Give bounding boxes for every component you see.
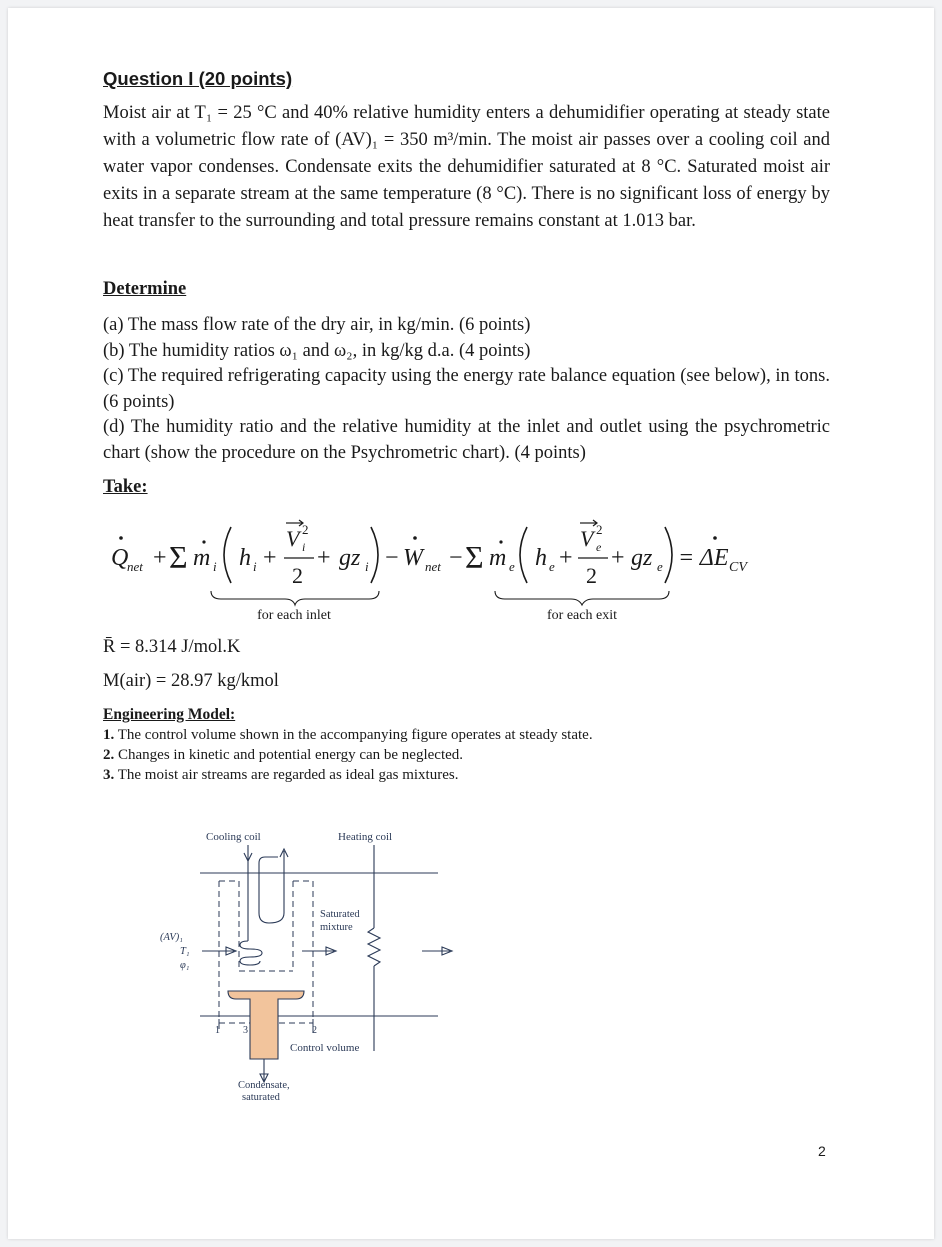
eq-plus-2: + [263,545,277,571]
eq-v-e-sub: e [596,540,602,554]
eq-rhs-sub: CV [729,560,747,575]
dot-mark [413,536,417,540]
determine-heading: Determine [103,279,187,299]
list-item-number: 1. [103,727,115,743]
label-cooling-coil: Cooling coil [206,831,261,843]
eq-mdot-i-sub: i [213,559,217,574]
label-mixture: mixture [320,922,353,933]
paren-left-2 [520,527,527,583]
underbrace-inlet [211,591,379,605]
eq-v-e: V [580,526,594,551]
list-item-text: Changes in kinetic and potential energy can be neglected. [118,747,464,763]
document-page [8,8,934,1239]
eq-mdot-e-sub: e [509,559,515,574]
list-item-text: The control volume shown in the accompanying figure operates at steady state. [117,727,593,743]
state-1-label: 1 [215,1025,220,1036]
eq-gz-i: gz [339,545,361,571]
label-t1: T₁ [180,946,190,957]
eq-q: Q [111,545,129,571]
eq-h-i-sub: i [253,559,257,574]
label-saturated: Saturated [320,909,360,920]
eq-plus-3: + [317,545,331,571]
eq-v-i: V [286,526,300,551]
label-heating-coil: Heating coil [338,831,393,843]
label-phi1: φ₁ [180,960,190,971]
determine-list [103,313,830,466]
eq-w-sub: net [425,559,441,574]
gas-constant: R̄ = 8.314 J/mol.K [103,637,241,657]
dehumidifier-schematic [138,823,458,1113]
list-item [103,765,593,785]
molar-mass-air: M(air) = 28.97 kg/kmol [103,671,279,691]
eq-sigma-2: Σ [465,539,484,575]
label-saturated-condensate: saturated [242,1092,280,1103]
eq-gz-e: gz [631,545,653,571]
list-item [103,725,593,745]
eq-h-e-sub: e [549,559,555,574]
paren-right-1 [371,527,378,583]
eq-plus-5: + [611,545,625,571]
eq-plus-4: + [559,545,573,571]
list-item-text: The moist air streams are regarded as ideal gas mixtures. [117,767,459,783]
list-item-number: 2. [103,747,115,763]
eq-sigma-1: Σ [169,539,188,575]
eq-v-e-sq: 2 [596,522,603,537]
underbrace-exit [495,591,669,605]
eq-gz-e-sub: e [657,559,663,574]
eq-q-sub: net [127,559,143,574]
eq-gz-i-sub: i [365,559,369,574]
eq-h-e: h [535,545,547,571]
eq-two-1: 2 [292,563,303,588]
heating-coil-resistor [368,928,380,966]
paren-right-2 [665,527,672,583]
cooling-coil [240,845,288,965]
list-item-number: 3. [103,767,115,783]
eq-minus-2: − [449,545,463,571]
dot-mark [499,540,502,543]
question-title: Question I (20 points) [103,68,293,89]
state-3-label: 3 [243,1025,248,1036]
determine-item-c: (c) The required refrigerating capacity using the energy rate balance equation (see below), in tons. (6 points) [103,366,830,412]
eq-w: W [403,545,423,571]
label-condensate: Condensate, [238,1080,290,1091]
list-item [103,745,593,765]
eq-minus-1: − [385,545,399,571]
eq-h-i: h [239,545,251,571]
dot-mark [119,536,123,540]
eq-v-i-sq: 2 [302,522,309,537]
label-control-volume: Control volume [290,1042,360,1054]
dot-mark [202,540,205,543]
eq-plus-1: + [153,545,167,571]
determine-item-a: (a) The mass flow rate of the dry air, in kg/min. (6 points) [103,315,531,335]
eq-mdot-e: m [489,545,507,571]
dot-mark [713,536,717,540]
determine-item-b: (b) The humidity ratios ω₁ and ω₂, in kg/kg d.a. (4 points) [103,340,531,361]
question-paragraph: Moist air at T₁ = 25 °C and 40% relative humidity enters a dehumidifier operating at steady state with a volumetric flow rate of (AV)₁ = 350 m³/min. The moist air passes over a cooling coil and water vapor condenses. Condensate exits the dehumidifier saturated at 8 °C. Saturated moist air exits in a separate stream at the same temperature (8 °C). There is no significant loss of energy by heat transfer to the surrounding and total pressure remains constant at 1.013 bar. [103,103,830,231]
eq-mdot-i: m [193,545,211,571]
eq-v-i-sub: i [302,540,306,554]
state-2-label: 2 [312,1025,317,1036]
eq-two-2: 2 [586,563,597,588]
label-for-each-exit: for each exit [547,608,617,623]
page-number: 2 [818,1143,826,1159]
label-for-each-inlet: for each inlet [257,608,331,623]
engineering-model-heading: Engineering Model: [103,706,236,723]
eq-rhs: = ΔE [678,545,729,571]
engineering-model-list [103,725,593,785]
label-av1: (AV)₁ [160,932,183,943]
energy-balance-equation [103,513,763,628]
paren-left-1 [224,527,231,583]
determine-item-d: (d) The humidity ratio and the relative humidity at the inlet and outlet using the psychrometric chart (show the procedure on the Psychrometric chart). (4 points) [103,417,830,463]
take-heading: Take: [103,477,148,497]
